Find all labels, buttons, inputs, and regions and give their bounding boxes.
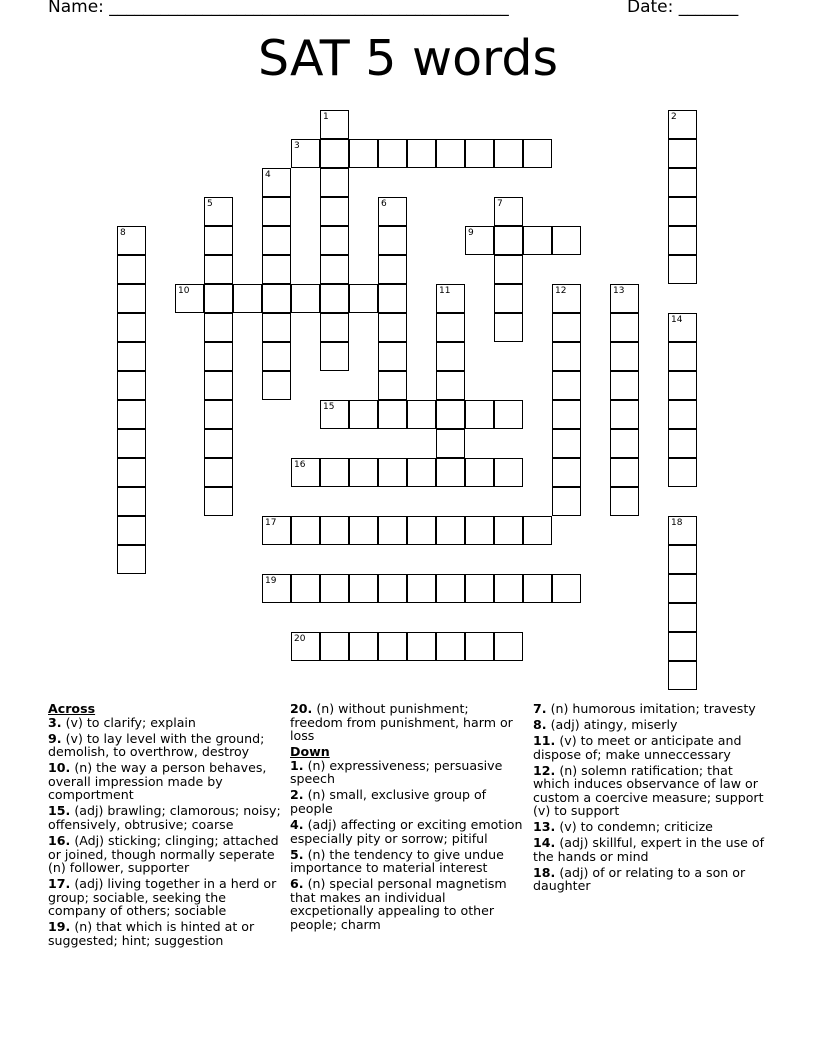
grid-cell[interactable] bbox=[291, 458, 320, 487]
down-clue: 5. (n) the tendency to give undue importance to material interest bbox=[290, 846, 504, 876]
grid-cell[interactable] bbox=[552, 342, 581, 371]
grid-cell[interactable] bbox=[320, 313, 349, 342]
cell-number: 3 bbox=[294, 141, 300, 151]
clue-column-2 bbox=[290, 702, 525, 934]
grid-cell[interactable] bbox=[204, 313, 233, 342]
grid-cell[interactable] bbox=[494, 255, 523, 284]
down-clue: 11. (v) to meet or anticipate and dispose of; make unneccessary bbox=[533, 732, 742, 762]
grid-cell[interactable] bbox=[494, 400, 523, 429]
grid-cell[interactable] bbox=[320, 139, 349, 168]
grid-cell[interactable] bbox=[175, 284, 204, 313]
grid-cell[interactable] bbox=[320, 110, 349, 139]
grid-cell[interactable] bbox=[204, 197, 233, 226]
grid-cell[interactable] bbox=[117, 516, 146, 545]
across-clue: 10. (n) the way a person behaves, overall impression made by comportment bbox=[48, 760, 267, 803]
grid-cell[interactable] bbox=[407, 632, 436, 661]
grid-cell[interactable] bbox=[668, 603, 697, 632]
grid-cell[interactable] bbox=[378, 574, 407, 603]
grid-cell[interactable] bbox=[610, 487, 639, 516]
grid-cell[interactable] bbox=[262, 313, 291, 342]
grid-cell[interactable] bbox=[523, 139, 552, 168]
cell-number: 19 bbox=[265, 576, 277, 586]
grid-cell[interactable] bbox=[320, 168, 349, 197]
grid-cell[interactable] bbox=[378, 342, 407, 371]
grid-cell[interactable] bbox=[494, 313, 523, 342]
grid-cell[interactable] bbox=[291, 139, 320, 168]
grid-cell[interactable] bbox=[436, 313, 465, 342]
grid-cell[interactable] bbox=[668, 342, 697, 371]
grid-cell[interactable] bbox=[320, 516, 349, 545]
grid-cell[interactable] bbox=[117, 284, 146, 313]
down-clue: 8. (adj) atingy, miserly bbox=[533, 716, 678, 732]
down-clue: 12. (n) solemn ratification; that which induces observance of law or custom a coercive measure; support (v) to support bbox=[533, 762, 764, 819]
grid-cell[interactable] bbox=[204, 342, 233, 371]
grid-cell[interactable] bbox=[291, 632, 320, 661]
down-clue: 7. (n) humorous imitation; travesty bbox=[533, 701, 756, 716]
cell-number: 7 bbox=[497, 199, 503, 209]
date-field-line: Date: _______ bbox=[627, 0, 739, 17]
grid-cell[interactable] bbox=[668, 400, 697, 429]
grid-cell[interactable] bbox=[610, 313, 639, 342]
grid-cell[interactable] bbox=[465, 139, 494, 168]
grid-cell[interactable] bbox=[117, 371, 146, 400]
grid-cell[interactable] bbox=[117, 545, 146, 574]
grid-cell[interactable] bbox=[494, 226, 523, 255]
down-clue: 4. (adj) affecting or exciting emotion especially pity or sorrow; pitiful bbox=[290, 816, 523, 846]
grid-cell[interactable] bbox=[668, 574, 697, 603]
grid-cell[interactable] bbox=[436, 284, 465, 313]
name-field-line: Name: _______________________________________________ bbox=[48, 0, 509, 17]
grid-cell[interactable] bbox=[407, 458, 436, 487]
cell-number: 10 bbox=[178, 286, 190, 296]
grid-cell[interactable] bbox=[378, 516, 407, 545]
across-clue: 20. (n) without punishment; freedom from punishment, harm or loss bbox=[290, 701, 513, 744]
down-clue: 6. (n) special personal magnetism that makes an individual excpetionally appealing to other people; charm bbox=[290, 876, 507, 932]
grid-cell[interactable] bbox=[465, 516, 494, 545]
grid-cell[interactable] bbox=[117, 400, 146, 429]
grid-cell[interactable] bbox=[668, 226, 697, 255]
grid-cell[interactable] bbox=[117, 487, 146, 516]
grid-cell[interactable] bbox=[552, 313, 581, 342]
grid-cell[interactable] bbox=[610, 284, 639, 313]
grid-cell[interactable] bbox=[465, 400, 494, 429]
grid-cell[interactable] bbox=[349, 516, 378, 545]
cell-number: 20 bbox=[294, 634, 306, 644]
grid-cell[interactable] bbox=[262, 255, 291, 284]
grid-cell[interactable] bbox=[668, 661, 697, 690]
across-clue: 15. (adj) brawling; clamorous; noisy; offensively, obtrusive; coarse bbox=[48, 803, 281, 832]
cell-number: 13 bbox=[613, 286, 625, 296]
grid-cell[interactable] bbox=[320, 342, 349, 371]
cell-number: 9 bbox=[468, 228, 474, 238]
grid-cell[interactable] bbox=[668, 458, 697, 487]
grid-cell[interactable] bbox=[349, 139, 378, 168]
grid-cell[interactable] bbox=[668, 139, 697, 168]
grid-cell[interactable] bbox=[204, 458, 233, 487]
grid-cell[interactable] bbox=[465, 226, 494, 255]
cell-number: 1 bbox=[323, 112, 329, 122]
grid-cell[interactable] bbox=[523, 574, 552, 603]
grid-cell[interactable] bbox=[436, 400, 465, 429]
grid-cell[interactable] bbox=[436, 342, 465, 371]
grid-cell[interactable] bbox=[668, 197, 697, 226]
grid-cell[interactable] bbox=[668, 429, 697, 458]
grid-cell[interactable] bbox=[465, 458, 494, 487]
grid-cell[interactable] bbox=[610, 429, 639, 458]
grid-cell[interactable] bbox=[262, 168, 291, 197]
grid-cell[interactable] bbox=[349, 574, 378, 603]
grid-cell[interactable] bbox=[204, 255, 233, 284]
grid-cell[interactable] bbox=[204, 487, 233, 516]
grid-cell[interactable] bbox=[494, 458, 523, 487]
across-clue: 9. (v) to lay level with the ground; demolish, to overthrow, destroy bbox=[48, 730, 265, 760]
grid-cell[interactable] bbox=[117, 429, 146, 458]
grid-cell[interactable] bbox=[668, 632, 697, 661]
down-clue: 13. (v) to condemn; criticize bbox=[533, 819, 713, 835]
grid-cell[interactable] bbox=[320, 255, 349, 284]
grid-cell[interactable] bbox=[378, 197, 407, 226]
grid-cell[interactable] bbox=[204, 400, 233, 429]
grid-cell[interactable] bbox=[494, 574, 523, 603]
down-heading: Down bbox=[290, 744, 330, 760]
grid-cell[interactable] bbox=[494, 197, 523, 226]
grid-cell[interactable] bbox=[117, 226, 146, 255]
grid-cell[interactable] bbox=[552, 371, 581, 400]
grid-cell[interactable] bbox=[407, 139, 436, 168]
grid-cell[interactable] bbox=[320, 284, 349, 313]
grid-cell[interactable] bbox=[552, 458, 581, 487]
grid-cell[interactable] bbox=[262, 197, 291, 226]
grid-cell[interactable] bbox=[262, 516, 291, 545]
grid-cell[interactable] bbox=[552, 400, 581, 429]
grid-cell[interactable] bbox=[349, 632, 378, 661]
grid-cell[interactable] bbox=[262, 284, 291, 313]
grid-cell[interactable] bbox=[320, 197, 349, 226]
grid-cell[interactable] bbox=[552, 574, 581, 603]
clue-column-3 bbox=[533, 702, 773, 895]
grid-cell[interactable] bbox=[494, 516, 523, 545]
grid-cell[interactable] bbox=[436, 632, 465, 661]
grid-cell[interactable] bbox=[436, 458, 465, 487]
grid-cell[interactable] bbox=[291, 516, 320, 545]
grid-cell[interactable] bbox=[668, 255, 697, 284]
grid-cell[interactable] bbox=[262, 342, 291, 371]
grid-cell[interactable] bbox=[523, 516, 552, 545]
grid-cell[interactable] bbox=[262, 226, 291, 255]
puzzle-title: SAT 5 words bbox=[258, 30, 558, 87]
grid-cell[interactable] bbox=[262, 371, 291, 400]
grid-cell[interactable] bbox=[610, 458, 639, 487]
grid-cell[interactable] bbox=[610, 400, 639, 429]
cell-number: 18 bbox=[671, 518, 683, 528]
grid-cell[interactable] bbox=[436, 139, 465, 168]
grid-cell[interactable] bbox=[117, 313, 146, 342]
grid-cell[interactable] bbox=[494, 139, 523, 168]
cell-number: 12 bbox=[555, 286, 567, 296]
grid-cell[interactable] bbox=[668, 110, 697, 139]
grid-cell[interactable] bbox=[378, 284, 407, 313]
grid-cell[interactable] bbox=[349, 400, 378, 429]
grid-cell[interactable] bbox=[552, 487, 581, 516]
grid-cell[interactable] bbox=[117, 255, 146, 284]
grid-cell[interactable] bbox=[204, 429, 233, 458]
grid-cell[interactable] bbox=[378, 632, 407, 661]
grid-cell[interactable] bbox=[117, 342, 146, 371]
grid-cell[interactable] bbox=[523, 226, 552, 255]
cell-number: 17 bbox=[265, 518, 277, 528]
grid-cell[interactable] bbox=[552, 429, 581, 458]
across-clue: 17. (adj) living together in a herd or group; sociable, seeking the company of others; sociable bbox=[48, 876, 277, 919]
grid-cell[interactable] bbox=[117, 458, 146, 487]
grid-cell[interactable] bbox=[378, 400, 407, 429]
across-clue: 19. (n) that which is hinted at or suggested; hint; suggestion bbox=[48, 919, 255, 948]
across-clue: 3. (v) to clarify; explain bbox=[48, 714, 196, 730]
grid-cell[interactable] bbox=[262, 574, 291, 603]
grid-cell[interactable] bbox=[668, 313, 697, 342]
grid-cell[interactable] bbox=[436, 516, 465, 545]
grid-cell[interactable] bbox=[233, 284, 262, 313]
grid-cell[interactable] bbox=[668, 168, 697, 197]
cell-number: 11 bbox=[439, 286, 451, 296]
down-clue: 14. (adj) skillful, expert in the use of the hands or mind bbox=[533, 835, 765, 864]
cell-number: 4 bbox=[265, 170, 271, 180]
clue-column-1 bbox=[48, 702, 286, 950]
grid-cell[interactable] bbox=[407, 400, 436, 429]
grid-cell[interactable] bbox=[291, 574, 320, 603]
grid-cell[interactable] bbox=[320, 574, 349, 603]
cell-number: 14 bbox=[671, 315, 683, 325]
grid-cell[interactable] bbox=[465, 574, 494, 603]
grid-cell[interactable] bbox=[465, 632, 494, 661]
grid-cell[interactable] bbox=[436, 429, 465, 458]
grid-cell[interactable] bbox=[668, 516, 697, 545]
grid-cell[interactable] bbox=[349, 284, 378, 313]
cell-number: 15 bbox=[323, 402, 335, 412]
cell-number: 8 bbox=[120, 228, 126, 238]
grid-cell[interactable] bbox=[407, 574, 436, 603]
grid-cell[interactable] bbox=[552, 226, 581, 255]
grid-cell[interactable] bbox=[378, 255, 407, 284]
down-clue: 1. (n) expressiveness; persuasive speech bbox=[290, 757, 503, 787]
grid-cell[interactable] bbox=[668, 545, 697, 574]
grid-cell[interactable] bbox=[436, 574, 465, 603]
grid-cell[interactable] bbox=[378, 371, 407, 400]
grid-cell[interactable] bbox=[378, 313, 407, 342]
across-heading: Across bbox=[48, 701, 96, 716]
cell-number: 2 bbox=[671, 112, 677, 122]
grid-cell[interactable] bbox=[378, 226, 407, 255]
grid-cell[interactable] bbox=[407, 516, 436, 545]
cell-number: 5 bbox=[207, 199, 213, 209]
grid-cell[interactable] bbox=[668, 371, 697, 400]
grid-cell[interactable] bbox=[494, 284, 523, 313]
cell-number: 6 bbox=[381, 199, 387, 209]
down-clue: 2. (n) small, exclusive group of people bbox=[290, 787, 487, 816]
grid-cell[interactable] bbox=[320, 400, 349, 429]
down-clue: 18. (adj) of or relating to a son or daughter bbox=[533, 864, 746, 894]
grid-cell[interactable] bbox=[204, 284, 233, 313]
grid-cell[interactable] bbox=[349, 458, 378, 487]
cell-number: 16 bbox=[294, 460, 306, 470]
grid-cell[interactable] bbox=[552, 284, 581, 313]
grid-cell[interactable] bbox=[378, 458, 407, 487]
grid-cell[interactable] bbox=[291, 284, 320, 313]
grid-cell[interactable] bbox=[320, 226, 349, 255]
grid-cell[interactable] bbox=[320, 458, 349, 487]
grid-cell[interactable] bbox=[320, 632, 349, 661]
grid-cell[interactable] bbox=[610, 342, 639, 371]
grid-cell[interactable] bbox=[436, 371, 465, 400]
grid-cell[interactable] bbox=[204, 371, 233, 400]
across-clue: 16. (Adj) sticking; clinging; attached or joined, though normally seperate (n) follower, supporter bbox=[48, 832, 279, 876]
grid-cell[interactable] bbox=[378, 139, 407, 168]
grid-cell[interactable] bbox=[204, 226, 233, 255]
grid-cell[interactable] bbox=[494, 632, 523, 661]
grid-cell[interactable] bbox=[610, 371, 639, 400]
